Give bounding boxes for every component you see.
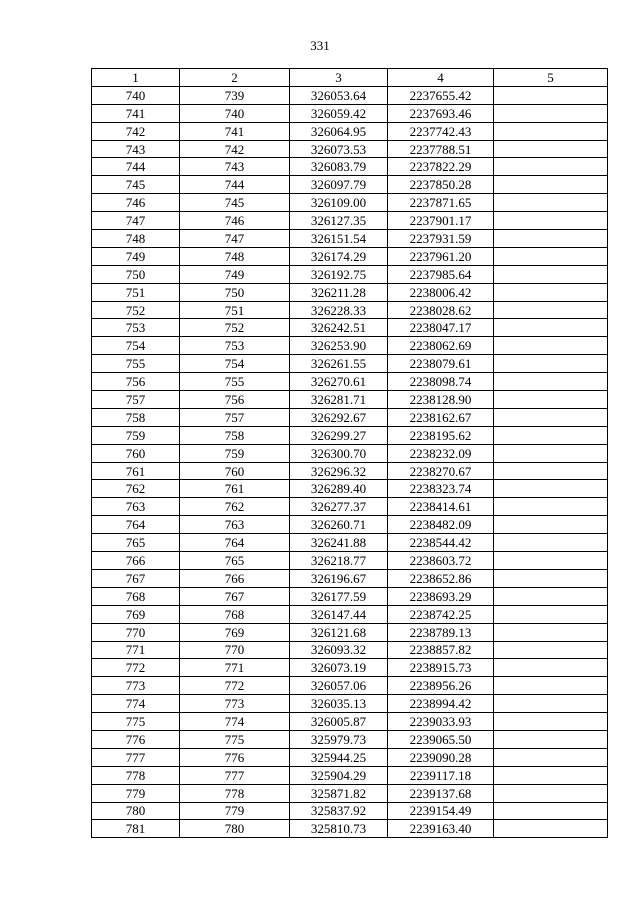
table-cell: 2238098.74 bbox=[388, 373, 494, 391]
table-cell bbox=[494, 516, 608, 534]
table-cell: 2237931.59 bbox=[388, 230, 494, 248]
table-cell: 764 bbox=[92, 516, 180, 534]
table-cell: 758 bbox=[92, 408, 180, 426]
table-cell: 756 bbox=[92, 373, 180, 391]
table-row bbox=[92, 748, 608, 766]
table-cell: 2238857.82 bbox=[388, 641, 494, 659]
table-cell bbox=[494, 659, 608, 677]
table-row bbox=[92, 122, 608, 140]
table-cell: 2238742.25 bbox=[388, 605, 494, 623]
table-row bbox=[92, 623, 608, 641]
table-cell bbox=[494, 713, 608, 731]
table-cell: 774 bbox=[92, 695, 180, 713]
table-row bbox=[92, 408, 608, 426]
table-row bbox=[92, 265, 608, 283]
table-cell: 749 bbox=[180, 265, 290, 283]
table-cell: 326064.95 bbox=[290, 122, 388, 140]
table-cell: 752 bbox=[92, 301, 180, 319]
table-cell bbox=[494, 283, 608, 301]
table-cell: 326211.28 bbox=[290, 283, 388, 301]
table-cell bbox=[494, 552, 608, 570]
table-cell: 2239117.18 bbox=[388, 766, 494, 784]
table-cell: 326281.71 bbox=[290, 391, 388, 409]
table-cell: 2238006.42 bbox=[388, 283, 494, 301]
table-row bbox=[92, 587, 608, 605]
table-cell: 743 bbox=[180, 158, 290, 176]
table-row bbox=[92, 659, 608, 677]
table-cell bbox=[494, 677, 608, 695]
table-cell: 326097.79 bbox=[290, 176, 388, 194]
table-cell bbox=[494, 623, 608, 641]
table-cell: 2237788.51 bbox=[388, 140, 494, 158]
table-cell: 747 bbox=[180, 230, 290, 248]
table-cell bbox=[494, 462, 608, 480]
table-row bbox=[92, 86, 608, 104]
table-cell: 326289.40 bbox=[290, 480, 388, 498]
table-cell: 751 bbox=[92, 283, 180, 301]
table-cell: 761 bbox=[92, 462, 180, 480]
table-cell: 2238652.86 bbox=[388, 569, 494, 587]
table-cell: 326299.27 bbox=[290, 426, 388, 444]
table-cell: 326292.67 bbox=[290, 408, 388, 426]
table-cell: 2238195.62 bbox=[388, 426, 494, 444]
table-row bbox=[92, 569, 608, 587]
table-cell: 778 bbox=[92, 766, 180, 784]
table-cell bbox=[494, 802, 608, 820]
table-cell: 757 bbox=[180, 408, 290, 426]
table-cell bbox=[494, 730, 608, 748]
table-cell: 753 bbox=[180, 337, 290, 355]
table-cell bbox=[494, 194, 608, 212]
table-cell: 762 bbox=[92, 480, 180, 498]
table-cell: 2238270.67 bbox=[388, 462, 494, 480]
table-cell bbox=[494, 480, 608, 498]
table-cell bbox=[494, 766, 608, 784]
table-cell: 2238232.09 bbox=[388, 444, 494, 462]
table-cell: 325944.25 bbox=[290, 748, 388, 766]
table-cell: 326260.71 bbox=[290, 516, 388, 534]
table-cell bbox=[494, 587, 608, 605]
table-row bbox=[92, 283, 608, 301]
table-cell: 758 bbox=[180, 426, 290, 444]
table-cell: 762 bbox=[180, 498, 290, 516]
table-cell: 326057.06 bbox=[290, 677, 388, 695]
table-cell: 768 bbox=[180, 605, 290, 623]
table-cell: 326121.68 bbox=[290, 623, 388, 641]
table-cell: 777 bbox=[180, 766, 290, 784]
table-cell bbox=[494, 230, 608, 248]
table-cell: 755 bbox=[180, 373, 290, 391]
table-cell: 778 bbox=[180, 784, 290, 802]
table-cell: 2239137.68 bbox=[388, 784, 494, 802]
table-cell: 2238028.62 bbox=[388, 301, 494, 319]
table-cell: 779 bbox=[180, 802, 290, 820]
table-cell: 746 bbox=[180, 212, 290, 230]
table-cell: 2238915.73 bbox=[388, 659, 494, 677]
table-cell bbox=[494, 498, 608, 516]
table-cell: 326073.53 bbox=[290, 140, 388, 158]
table-cell: 326093.32 bbox=[290, 641, 388, 659]
table-cell: 770 bbox=[92, 623, 180, 641]
table-cell: 769 bbox=[92, 605, 180, 623]
table-row bbox=[92, 695, 608, 713]
table-cell: 326242.51 bbox=[290, 319, 388, 337]
table-cell bbox=[494, 534, 608, 552]
table-row bbox=[92, 480, 608, 498]
table-cell: 749 bbox=[92, 247, 180, 265]
table-cell: 2238693.29 bbox=[388, 587, 494, 605]
table-cell: 326083.79 bbox=[290, 158, 388, 176]
table-cell: 326109.00 bbox=[290, 194, 388, 212]
table-cell: 748 bbox=[180, 247, 290, 265]
table-cell: 2237871.65 bbox=[388, 194, 494, 212]
table-cell: 326035.13 bbox=[290, 695, 388, 713]
table-row bbox=[92, 444, 608, 462]
table-row bbox=[92, 301, 608, 319]
table-cell bbox=[494, 140, 608, 158]
table-cell: 752 bbox=[180, 319, 290, 337]
table-cell bbox=[494, 158, 608, 176]
table-cell: 764 bbox=[180, 534, 290, 552]
table-cell: 763 bbox=[180, 516, 290, 534]
table-cell: 745 bbox=[92, 176, 180, 194]
table-cell: 776 bbox=[180, 748, 290, 766]
table-cell: 2238544.42 bbox=[388, 534, 494, 552]
table-cell: 326241.88 bbox=[290, 534, 388, 552]
table-row bbox=[92, 319, 608, 337]
table-cell bbox=[494, 784, 608, 802]
table-body bbox=[92, 86, 608, 837]
column-header: 1 bbox=[92, 69, 180, 87]
table-cell: 740 bbox=[180, 104, 290, 122]
table-cell: 763 bbox=[92, 498, 180, 516]
table-row bbox=[92, 552, 608, 570]
table-cell: 326196.67 bbox=[290, 569, 388, 587]
table-cell: 773 bbox=[92, 677, 180, 695]
table-cell: 2239090.28 bbox=[388, 748, 494, 766]
table-cell: 326177.59 bbox=[290, 587, 388, 605]
table-cell: 2239033.93 bbox=[388, 713, 494, 731]
table-cell: 753 bbox=[92, 319, 180, 337]
table-cell: 744 bbox=[180, 176, 290, 194]
table-cell bbox=[494, 265, 608, 283]
table-cell: 326147.44 bbox=[290, 605, 388, 623]
table-cell: 326151.54 bbox=[290, 230, 388, 248]
table-row bbox=[92, 426, 608, 444]
table-cell: 780 bbox=[180, 820, 290, 838]
table-cell: 750 bbox=[92, 265, 180, 283]
table-cell: 748 bbox=[92, 230, 180, 248]
table-cell: 2238079.61 bbox=[388, 355, 494, 373]
page-number: 331 bbox=[310, 38, 330, 53]
table-row bbox=[92, 498, 608, 516]
table-cell: 2238789.13 bbox=[388, 623, 494, 641]
column-header: 5 bbox=[494, 69, 608, 87]
table-cell: 739 bbox=[180, 86, 290, 104]
table-row bbox=[92, 355, 608, 373]
table-cell: 759 bbox=[92, 426, 180, 444]
table-cell: 751 bbox=[180, 301, 290, 319]
table-cell bbox=[494, 355, 608, 373]
table-cell: 747 bbox=[92, 212, 180, 230]
table-cell: 770 bbox=[180, 641, 290, 659]
table-row bbox=[92, 176, 608, 194]
table-cell: 2237961.20 bbox=[388, 247, 494, 265]
table-cell: 761 bbox=[180, 480, 290, 498]
table-cell: 326073.19 bbox=[290, 659, 388, 677]
table-cell: 326228.33 bbox=[290, 301, 388, 319]
table-cell: 2237742.43 bbox=[388, 122, 494, 140]
table-cell: 2238128.90 bbox=[388, 391, 494, 409]
table-cell: 755 bbox=[92, 355, 180, 373]
table-cell bbox=[494, 641, 608, 659]
table-cell bbox=[494, 605, 608, 623]
table-cell: 779 bbox=[92, 784, 180, 802]
table-cell bbox=[494, 820, 608, 838]
table-cell: 2238162.67 bbox=[388, 408, 494, 426]
table-cell: 326296.32 bbox=[290, 462, 388, 480]
table-cell: 774 bbox=[180, 713, 290, 731]
table-cell: 750 bbox=[180, 283, 290, 301]
table-cell bbox=[494, 408, 608, 426]
table-cell: 754 bbox=[92, 337, 180, 355]
table-row bbox=[92, 391, 608, 409]
table-cell: 769 bbox=[180, 623, 290, 641]
table-cell: 2239154.49 bbox=[388, 802, 494, 820]
table-cell bbox=[494, 319, 608, 337]
table-cell bbox=[494, 301, 608, 319]
table-cell: 2237985.64 bbox=[388, 265, 494, 283]
table-row bbox=[92, 820, 608, 838]
table-cell: 744 bbox=[92, 158, 180, 176]
table-row bbox=[92, 641, 608, 659]
table-cell bbox=[494, 247, 608, 265]
table-row bbox=[92, 247, 608, 265]
table-cell: 326277.37 bbox=[290, 498, 388, 516]
table-cell bbox=[494, 373, 608, 391]
column-header: 4 bbox=[388, 69, 494, 87]
table-cell: 2238994.42 bbox=[388, 695, 494, 713]
table-cell: 765 bbox=[92, 534, 180, 552]
table-cell bbox=[494, 176, 608, 194]
table-cell: 746 bbox=[92, 194, 180, 212]
table-cell: 740 bbox=[92, 86, 180, 104]
table-row bbox=[92, 677, 608, 695]
table-row bbox=[92, 784, 608, 802]
table-row bbox=[92, 212, 608, 230]
table-cell: 2238956.26 bbox=[388, 677, 494, 695]
table-row bbox=[92, 462, 608, 480]
table-cell: 2238062.69 bbox=[388, 337, 494, 355]
table-row bbox=[92, 373, 608, 391]
table-row bbox=[92, 337, 608, 355]
table-cell: 771 bbox=[180, 659, 290, 677]
table-row bbox=[92, 194, 608, 212]
table-cell: 326300.70 bbox=[290, 444, 388, 462]
table-cell: 2238414.61 bbox=[388, 498, 494, 516]
table-cell bbox=[494, 748, 608, 766]
table-cell: 756 bbox=[180, 391, 290, 409]
table-cell: 325837.92 bbox=[290, 802, 388, 820]
table-cell: 2237822.29 bbox=[388, 158, 494, 176]
table-cell: 765 bbox=[180, 552, 290, 570]
table-cell: 326127.35 bbox=[290, 212, 388, 230]
table-cell: 742 bbox=[92, 122, 180, 140]
table-cell bbox=[494, 122, 608, 140]
table-row bbox=[92, 230, 608, 248]
table-row bbox=[92, 605, 608, 623]
table-cell: 325979.73 bbox=[290, 730, 388, 748]
table-cell: 326261.55 bbox=[290, 355, 388, 373]
table-cell: 326059.42 bbox=[290, 104, 388, 122]
table-cell bbox=[494, 444, 608, 462]
table-cell: 326053.64 bbox=[290, 86, 388, 104]
table-cell: 775 bbox=[92, 713, 180, 731]
table-cell: 326005.87 bbox=[290, 713, 388, 731]
table-cell: 2239163.40 bbox=[388, 820, 494, 838]
table-row bbox=[92, 713, 608, 731]
table-cell: 2238323.74 bbox=[388, 480, 494, 498]
table-row bbox=[92, 516, 608, 534]
table-cell: 742 bbox=[180, 140, 290, 158]
table-cell: 2239065.50 bbox=[388, 730, 494, 748]
table-cell: 326218.77 bbox=[290, 552, 388, 570]
table-cell: 760 bbox=[92, 444, 180, 462]
column-header: 2 bbox=[180, 69, 290, 87]
table-cell bbox=[494, 337, 608, 355]
table-cell: 767 bbox=[92, 569, 180, 587]
table-cell: 777 bbox=[92, 748, 180, 766]
table-cell: 759 bbox=[180, 444, 290, 462]
table-row bbox=[92, 104, 608, 122]
table-cell: 768 bbox=[92, 587, 180, 605]
table-cell: 776 bbox=[92, 730, 180, 748]
table-cell: 2238482.09 bbox=[388, 516, 494, 534]
table-cell bbox=[494, 212, 608, 230]
table-cell: 775 bbox=[180, 730, 290, 748]
table-cell: 2237693.46 bbox=[388, 104, 494, 122]
table-cell: 326270.61 bbox=[290, 373, 388, 391]
table-cell: 325904.29 bbox=[290, 766, 388, 784]
table-cell: 326192.75 bbox=[290, 265, 388, 283]
table-cell: 781 bbox=[92, 820, 180, 838]
table-cell: 772 bbox=[180, 677, 290, 695]
table-cell bbox=[494, 695, 608, 713]
table-cell: 771 bbox=[92, 641, 180, 659]
table-cell: 2238047.17 bbox=[388, 319, 494, 337]
table-row bbox=[92, 766, 608, 784]
table-header-row bbox=[92, 69, 608, 87]
table-cell: 743 bbox=[92, 140, 180, 158]
table-row bbox=[92, 534, 608, 552]
table-cell: 757 bbox=[92, 391, 180, 409]
coordinates-table bbox=[91, 68, 608, 838]
column-header: 3 bbox=[290, 69, 388, 87]
table-cell: 2237901.17 bbox=[388, 212, 494, 230]
table-cell: 767 bbox=[180, 587, 290, 605]
table-cell: 766 bbox=[180, 569, 290, 587]
table-cell: 325810.73 bbox=[290, 820, 388, 838]
table-cell: 325871.82 bbox=[290, 784, 388, 802]
table-row bbox=[92, 140, 608, 158]
table-cell: 2237655.42 bbox=[388, 86, 494, 104]
table-cell: 766 bbox=[92, 552, 180, 570]
table-cell bbox=[494, 391, 608, 409]
table-cell: 326174.29 bbox=[290, 247, 388, 265]
table-row bbox=[92, 158, 608, 176]
table-cell: 2238603.72 bbox=[388, 552, 494, 570]
table-cell: 741 bbox=[92, 104, 180, 122]
table-cell: 760 bbox=[180, 462, 290, 480]
table-cell bbox=[494, 569, 608, 587]
table-cell bbox=[494, 426, 608, 444]
table-cell: 754 bbox=[180, 355, 290, 373]
table-row bbox=[92, 730, 608, 748]
table-cell: 780 bbox=[92, 802, 180, 820]
table-cell: 773 bbox=[180, 695, 290, 713]
table-cell bbox=[494, 104, 608, 122]
table-cell: 741 bbox=[180, 122, 290, 140]
table-row bbox=[92, 802, 608, 820]
table-cell bbox=[494, 86, 608, 104]
table-cell: 745 bbox=[180, 194, 290, 212]
table-cell: 772 bbox=[92, 659, 180, 677]
table-cell: 2237850.28 bbox=[388, 176, 494, 194]
table-cell: 326253.90 bbox=[290, 337, 388, 355]
